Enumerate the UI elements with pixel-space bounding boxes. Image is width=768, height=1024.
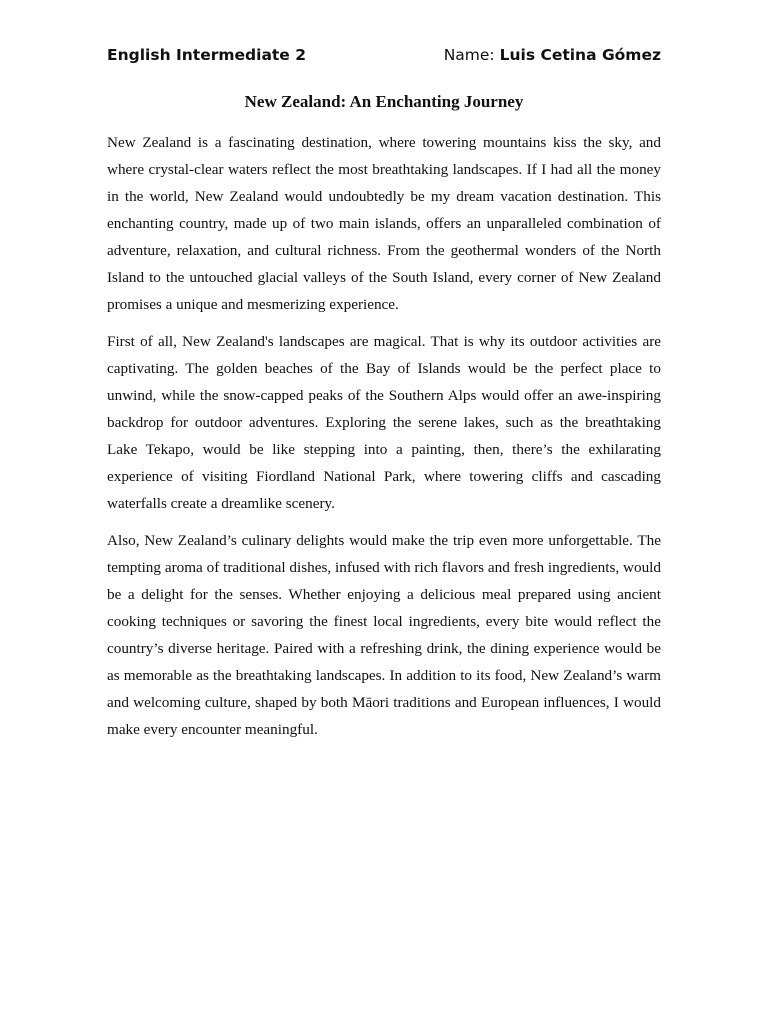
course-title: English Intermediate 2 — [107, 46, 307, 64]
paragraph-3: Also, New Zealand’s culinary delights would make the trip even more unforgettable. The tempting aroma of traditional dishes, infused with rich flavors and fresh ingredients, would be a delight for the senses. Whether enjoying a delicious meal prepared using ancient cooking techniques or savoring the finest local ingredients, every bite would reflect the country’s diverse heritage. Paired with a refreshing drink, the dining experience would be as memorable as the breathtaking landscapes. In addition to its food, New Zealand’s warm and welcoming culture, shaped by both Māori traditions and European influences, I would make every encounter meaningful. — [107, 532, 661, 738]
paragraph-1: New Zealand is a fascinating destination, where towering mountains kiss the sky, and where crystal-clear waters reflect the most breathtaking landscapes. If I had all the money in the world, New Zealand would undoubtedly be my dream vacation destination. This enchanting country, made up of two main islands, offers an unparalleled combination of adventure, relaxation, and cultural richness. From the geothermal wonders of the North Island to the untouched glacial valleys of the South Island, every corner of New Zealand promises a unique and mesmerizing experience. — [107, 134, 661, 313]
essay-body — [107, 129, 661, 753]
document-header — [107, 43, 661, 67]
student-name — [444, 43, 661, 67]
name-value: Luis Cetina Gómez — [499, 46, 661, 64]
essay-title: New Zealand: An Enchanting Journey — [244, 92, 524, 111]
name-label: Name: — [443, 46, 500, 64]
paragraph-2: First of all, New Zealand's landscapes are magical. That is why its outdoor activities are captivating. The golden beaches of the Bay of Islands would be the perfect place to unwind, while the snow-capped peaks of the Southern Alps would offer an awe-inspiring backdrop for outdoor adventures. Exploring the serene lakes, such as the breathtaking Lake Tekapo, would be like stepping into a painting, then, there’s the exhilarating experience of visiting Fiordland National Park, where towering cliffs and cascading waterfalls create a dreamlike scenery. — [107, 333, 661, 512]
